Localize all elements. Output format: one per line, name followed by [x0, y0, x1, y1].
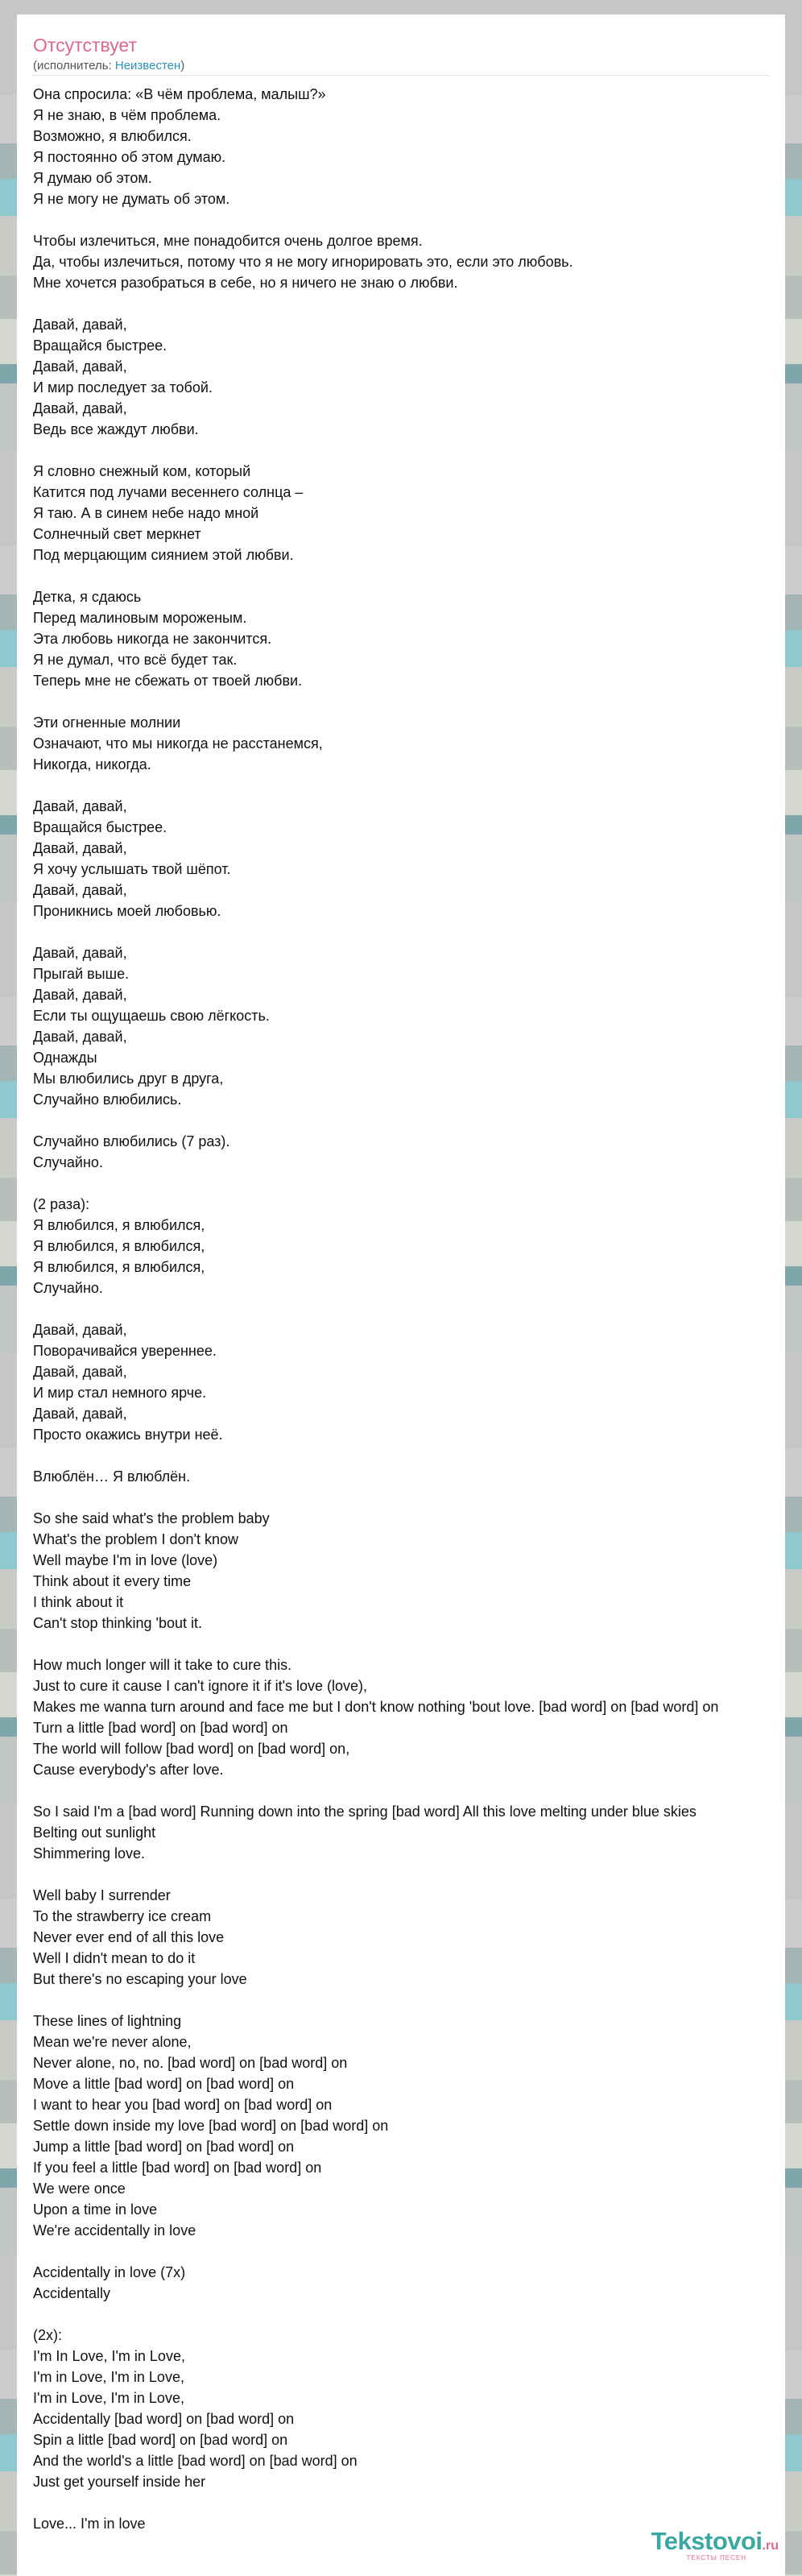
lyrics-line: How much longer will it take to cure this. [33, 1657, 292, 1673]
lyrics-line: Makes me wanna turn around and face me but I don't know nothing 'bout love. [bad word] on [bad word] on [33, 1699, 719, 1715]
lyrics-line: Прыгай выше. [33, 966, 130, 982]
lyrics-line: Can't stop thinking 'bout it. [33, 1615, 202, 1631]
lyrics-line: These lines of lightning [33, 2013, 182, 2029]
lyrics-line: Случайно влюбились (7 раз). [33, 1133, 230, 1149]
lyrics-blank-line [33, 2304, 785, 2325]
lyrics-line: Перед малиновым мороженым. [33, 610, 247, 626]
song-title: Отсутствует [33, 35, 137, 56]
lyrics-line: I think about it [33, 1594, 124, 1610]
lyrics-line: Давай, давай, [33, 882, 127, 898]
lyrics-line: If you feel a little [bad word] on [bad word] on [33, 2160, 322, 2176]
artist-line [33, 59, 184, 73]
lyrics-line: Да, чтобы излечиться, потому что я не могу игнорировать это, если это любовь. [33, 254, 573, 270]
lyrics-blank-line [33, 1780, 785, 1801]
lyrics-line: (2 раза): [33, 1196, 90, 1212]
lyrics-line: Проникнись моей любовью. [33, 903, 221, 919]
lyrics-line: But there's no escaping your love [33, 1971, 247, 1987]
lyrics-line: Never ever end of all this love [33, 1929, 225, 1945]
lyrics-line: Вращайся быстрее. [33, 338, 167, 354]
lyrics-line: И мир стал немного ярче. [33, 1385, 207, 1401]
lyrics-blank-line [33, 440, 785, 461]
lyrics-line: Я влюбился, я влюбился, [33, 1259, 205, 1275]
lyrics-line: Детка, я сдаюсь [33, 589, 142, 605]
lyrics-line: Влюблён… Я влюблён. [33, 1468, 191, 1485]
lyrics-line: Давай, давай, [33, 1406, 127, 1422]
lyrics-line: So I said I'm a [bad word] Running down into the spring [bad word] All this love melting under blue skies [33, 1804, 697, 1820]
lyrics-line: Поворачивайся увереннее. [33, 1343, 217, 1359]
lyrics-line: Давай, давай, [33, 317, 127, 333]
logo-name: Tekstovoi [651, 2527, 763, 2555]
lyrics-line: (2x): [33, 2327, 62, 2343]
lyrics-line: Давай, давай, [33, 840, 127, 856]
lyrics-line: Она спросила: «В чём проблема, малыш?» [33, 86, 326, 102]
lyrics-line: What's the problem I don't know [33, 1531, 238, 1547]
content-card [17, 14, 785, 2576]
lyrics-line: Accidentally [bad word] on [bad word] on [33, 2411, 295, 2427]
lyrics-line: Move a little [bad word] on [bad word] on [33, 2076, 295, 2092]
lyrics-blank-line [33, 2241, 785, 2262]
lyrics-line: Мы влюбились друг в друга, [33, 1071, 224, 1087]
lyrics-line: So she said what's the problem baby [33, 1510, 270, 1526]
lyrics-line: Settle down inside my love [bad word] on [bad word] on [33, 2118, 389, 2134]
lyrics-line: Accidentally [33, 2285, 111, 2301]
lyrics-line: Я не думал, что всё будет так. [33, 652, 238, 668]
lyrics-line: I'm in Love, I'm in Love, [33, 2369, 184, 2385]
lyrics-line: Я постоянно об этом думаю. [33, 149, 226, 165]
lyrics-line: Well maybe I'm in love (love) [33, 1552, 218, 1568]
lyrics-line: Well I didn't mean to do it [33, 1950, 196, 1966]
lyrics-blank-line [33, 691, 785, 712]
lyrics-line: Spin a little [bad word] on [bad word] on [33, 2432, 288, 2448]
lyrics-line: Под мерцающим сиянием этой любви. [33, 547, 294, 563]
lyrics-line: Давай, давай, [33, 1364, 127, 1380]
lyrics-line: Чтобы излечиться, мне понадобится очень долгое время. [33, 233, 423, 249]
logo-tld: .ru [762, 2539, 779, 2553]
lyrics-blank-line [33, 1990, 785, 2011]
lyrics-line: And the world's a little [bad word] on [bad word] on [33, 2453, 358, 2469]
lyrics-line: Я не знаю, в чём проблема. [33, 107, 221, 123]
lyrics-line: Я хочу услышать твой шёпот. [33, 861, 231, 877]
lyrics-line: Давай, давай, [33, 400, 127, 416]
lyrics-text [33, 84, 785, 2534]
lyrics-blank-line [33, 1445, 785, 1466]
title-divider [33, 75, 769, 76]
lyrics-blank-line [33, 1110, 785, 1131]
lyrics-line: Accidentally in love (7x) [33, 2264, 186, 2280]
lyrics-line: Теперь мне не сбежать от твоей любви. [33, 673, 303, 689]
lyrics-line: Я влюбился, я влюбился, [33, 1238, 205, 1254]
lyrics-blank-line [33, 1864, 785, 1885]
lyrics-line: И мир последует за тобой. [33, 379, 213, 396]
lyrics-line: To the strawberry ice cream [33, 1908, 212, 1924]
artist-prefix: (исполнитель: [33, 59, 115, 72]
lyrics-line: Давай, давай, [33, 1322, 127, 1338]
lyrics-line: Давай, давай, [33, 987, 127, 1003]
lyrics-blank-line [33, 293, 785, 314]
lyrics-line: Давай, давай, [33, 1029, 127, 1045]
lyrics-blank-line [33, 1298, 785, 1319]
lyrics-line: Солнечный свет меркнет [33, 526, 201, 542]
lyrics-line: Возможно, я влюбился. [33, 128, 192, 144]
lyrics-line: Я влюбился, я влюбился, [33, 1217, 205, 1233]
lyrics-line: Означают, что мы никогда не расстанемся, [33, 735, 323, 752]
lyrics-line: Мне хочется разобраться в себе, но я ничего не знаю о любви. [33, 275, 458, 291]
lyrics-line: Upon a time in love [33, 2201, 158, 2218]
lyrics-blank-line [33, 209, 785, 230]
lyrics-line: Однажды [33, 1050, 97, 1066]
lyrics-line: Никогда, никогда. [33, 756, 151, 772]
lyrics-blank-line [33, 1634, 785, 1655]
lyrics-line: Катится под лучами весеннего солнца – [33, 484, 304, 500]
lyrics-line: Эти огненные молнии [33, 714, 181, 731]
lyrics-line: Давай, давай, [33, 358, 127, 375]
lyrics-line: Случайно. [33, 1280, 103, 1296]
lyrics-line: I'm In Love, I'm in Love, [33, 2348, 185, 2364]
lyrics-line: Well baby I surrender [33, 1887, 171, 1903]
lyrics-blank-line [33, 775, 785, 796]
lyrics-line: The world will follow [bad word] on [bad word] on, [33, 1741, 350, 1757]
lyrics-line: Случайно. [33, 1154, 103, 1170]
lyrics-line: Я словно снежный ком, который [33, 463, 251, 479]
lyrics-line: Эта любовь никогда не закончится. [33, 631, 272, 647]
lyrics-line: Think about it every time [33, 1573, 192, 1589]
lyrics-line: Never alone, no, no. [bad word] on [bad word] on [33, 2055, 348, 2071]
lyrics-line: Я думаю об этом. [33, 170, 152, 186]
lyrics-blank-line [33, 921, 785, 942]
lyrics-line: Просто окажись внутри неё. [33, 1427, 223, 1443]
lyrics-blank-line [33, 2492, 785, 2513]
lyrics-line: Я не могу не думать об этом. [33, 191, 230, 207]
lyrics-line: Ведь все жаждут любви. [33, 421, 199, 437]
artist-suffix: ) [180, 59, 185, 72]
lyrics-line: We were once [33, 2180, 126, 2197]
lyrics-line: Shimmering love. [33, 1845, 146, 1862]
lyrics-line: Случайно влюбились. [33, 1091, 182, 1108]
lyrics-line: Turn a little [bad word] on [bad word] on [33, 1720, 288, 1736]
lyrics-line: Just get yourself inside her [33, 2474, 206, 2490]
lyrics-line: Jump a little [bad word] on [bad word] on [33, 2139, 295, 2155]
lyrics-blank-line [33, 1173, 785, 1194]
lyrics-line: I want to hear you [bad word] on [bad word] on [33, 2097, 333, 2113]
lyrics-line: Я таю. А в синем небе надо мной [33, 505, 259, 521]
lyrics-blank-line [33, 565, 785, 586]
lyrics-line: Вращайся быстрее. [33, 819, 167, 835]
lyrics-blank-line [33, 1487, 785, 1508]
lyrics-line: Давай, давай, [33, 798, 127, 814]
logo-tagline: ТЕКСТЫ ПЕСЕН [686, 2554, 746, 2562]
lyrics-line: We're accidentally in love [33, 2222, 196, 2238]
lyrics-line: Если ты ощущаешь свою лёгкость. [33, 1008, 270, 1024]
site-logo[interactable] [651, 2528, 779, 2562]
lyrics-line: Cause everybody's after love. [33, 1762, 224, 1778]
lyrics-line: Love... I'm in love [33, 2516, 146, 2532]
artist-link[interactable]: Неизвестен [114, 59, 181, 72]
lyrics-line: Just to cure it cause I can't ignore it if it's love (love), [33, 1678, 368, 1694]
lyrics-line: Mean we're never alone, [33, 2034, 192, 2050]
lyrics-line: Belting out sunlight [33, 1824, 156, 1841]
lyrics-line: I'm in Love, I'm in Love, [33, 2390, 184, 2406]
lyrics-line: Давай, давай, [33, 945, 127, 961]
